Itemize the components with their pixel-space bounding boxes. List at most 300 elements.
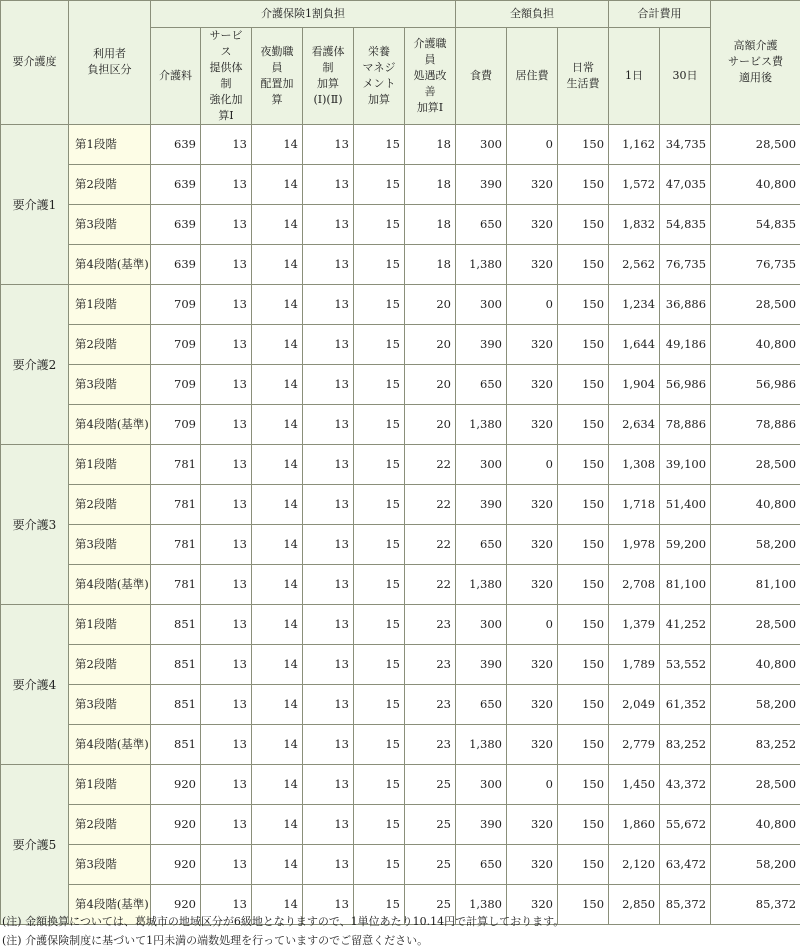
treatment-cell: 20 xyxy=(405,364,456,404)
total-30-cell: 83,252 xyxy=(660,724,711,764)
food-cell: 390 xyxy=(456,324,507,364)
table-row xyxy=(1,724,800,764)
stage-cell: 第2段階 xyxy=(69,484,151,524)
daily-cell: 150 xyxy=(558,404,609,444)
care-fee-cell: 781 xyxy=(151,484,201,524)
total-day-cell: 2,850 xyxy=(609,884,660,924)
header-treatment: 介護職員 処遇改善 加算Ⅰ xyxy=(405,28,456,125)
care-fee-cell: 709 xyxy=(151,284,201,324)
treatment-cell: 20 xyxy=(405,324,456,364)
care-level-cell: 要介護3 xyxy=(1,444,69,604)
total-day-cell: 2,562 xyxy=(609,244,660,284)
care-fee-cell: 709 xyxy=(151,324,201,364)
service-add-cell: 13 xyxy=(201,324,252,364)
total-30-cell: 61,352 xyxy=(660,684,711,724)
nursing-add-cell: 13 xyxy=(303,444,354,484)
table-row xyxy=(1,404,800,444)
service-add-cell: 13 xyxy=(201,844,252,884)
nutrition-cell: 15 xyxy=(354,244,405,284)
high-cost-cell: 78,886 xyxy=(711,404,800,444)
night-staff-cell: 14 xyxy=(252,724,303,764)
table-row xyxy=(1,604,800,644)
housing-cell: 320 xyxy=(507,644,558,684)
total-30-cell: 39,100 xyxy=(660,444,711,484)
housing-cell: 320 xyxy=(507,844,558,884)
stage-cell: 第2段階 xyxy=(69,644,151,684)
daily-cell: 150 xyxy=(558,244,609,284)
treatment-cell: 22 xyxy=(405,524,456,564)
nursing-add-cell: 13 xyxy=(303,124,354,164)
daily-cell: 150 xyxy=(558,884,609,924)
treatment-cell: 25 xyxy=(405,844,456,884)
nutrition-cell: 15 xyxy=(354,844,405,884)
housing-cell: 320 xyxy=(507,484,558,524)
housing-cell: 0 xyxy=(507,764,558,804)
stage-cell: 第2段階 xyxy=(69,324,151,364)
night-staff-cell: 14 xyxy=(252,764,303,804)
night-staff-cell: 14 xyxy=(252,604,303,644)
night-staff-cell: 14 xyxy=(252,484,303,524)
stage-cell: 第1段階 xyxy=(69,444,151,484)
total-day-cell: 2,634 xyxy=(609,404,660,444)
total-day-cell: 1,450 xyxy=(609,764,660,804)
table-row xyxy=(1,644,800,684)
nursing-add-cell: 13 xyxy=(303,364,354,404)
header-housing: 居住費 xyxy=(507,28,558,125)
housing-cell: 320 xyxy=(507,204,558,244)
table-row xyxy=(1,284,800,324)
service-add-cell: 13 xyxy=(201,404,252,444)
care-fee-cell: 920 xyxy=(151,844,201,884)
daily-cell: 150 xyxy=(558,324,609,364)
total-day-cell: 1,644 xyxy=(609,324,660,364)
service-add-cell: 13 xyxy=(201,284,252,324)
high-cost-cell: 28,500 xyxy=(711,124,800,164)
food-cell: 390 xyxy=(456,804,507,844)
care-fee-cell: 709 xyxy=(151,364,201,404)
nutrition-cell: 15 xyxy=(354,284,405,324)
housing-cell: 320 xyxy=(507,244,558,284)
care-fee-cell: 639 xyxy=(151,164,201,204)
care-level-cell: 要介護4 xyxy=(1,604,69,764)
total-day-cell: 1,978 xyxy=(609,524,660,564)
stage-cell: 第1段階 xyxy=(69,604,151,644)
total-day-cell: 2,708 xyxy=(609,564,660,604)
high-cost-cell: 85,372 xyxy=(711,884,800,924)
high-cost-cell: 28,500 xyxy=(711,444,800,484)
nutrition-cell: 15 xyxy=(354,364,405,404)
treatment-cell: 22 xyxy=(405,484,456,524)
footnotes xyxy=(0,912,800,950)
header-per-30: 30日 xyxy=(660,28,711,125)
total-day-cell: 1,904 xyxy=(609,364,660,404)
treatment-cell: 18 xyxy=(405,204,456,244)
stage-cell: 第1段階 xyxy=(69,284,151,324)
total-30-cell: 41,252 xyxy=(660,604,711,644)
nursing-add-cell: 13 xyxy=(303,204,354,244)
care-fee-cell: 781 xyxy=(151,564,201,604)
night-staff-cell: 14 xyxy=(252,804,303,844)
daily-cell: 150 xyxy=(558,364,609,404)
high-cost-cell: 81,100 xyxy=(711,564,800,604)
high-cost-cell: 40,800 xyxy=(711,164,800,204)
treatment-cell: 23 xyxy=(405,604,456,644)
care-level-cell: 要介護2 xyxy=(1,284,69,444)
food-cell: 650 xyxy=(456,364,507,404)
nutrition-cell: 15 xyxy=(354,164,405,204)
nursing-add-cell: 13 xyxy=(303,644,354,684)
nursing-add-cell: 13 xyxy=(303,844,354,884)
stage-cell: 第4段階(基準) xyxy=(69,404,151,444)
stage-cell: 第1段階 xyxy=(69,124,151,164)
night-staff-cell: 14 xyxy=(252,164,303,204)
total-30-cell: 53,552 xyxy=(660,644,711,684)
total-day-cell: 2,049 xyxy=(609,684,660,724)
high-cost-cell: 40,800 xyxy=(711,484,800,524)
service-add-cell: 13 xyxy=(201,364,252,404)
total-day-cell: 1,234 xyxy=(609,284,660,324)
treatment-cell: 20 xyxy=(405,284,456,324)
housing-cell: 320 xyxy=(507,564,558,604)
nutrition-cell: 15 xyxy=(354,564,405,604)
service-add-cell: 13 xyxy=(201,764,252,804)
nutrition-cell: 15 xyxy=(354,604,405,644)
header-night-staff: 夜勤職員 配置加算 xyxy=(252,28,303,125)
service-add-cell: 13 xyxy=(201,804,252,844)
high-cost-cell: 28,500 xyxy=(711,284,800,324)
nursing-add-cell: 13 xyxy=(303,284,354,324)
high-cost-cell: 40,800 xyxy=(711,644,800,684)
night-staff-cell: 14 xyxy=(252,324,303,364)
service-add-cell: 13 xyxy=(201,444,252,484)
food-cell: 300 xyxy=(456,444,507,484)
total-30-cell: 49,186 xyxy=(660,324,711,364)
header-care-fee: 介護料 xyxy=(151,28,201,125)
treatment-cell: 22 xyxy=(405,564,456,604)
high-cost-cell: 28,500 xyxy=(711,604,800,644)
housing-cell: 320 xyxy=(507,324,558,364)
table-row xyxy=(1,804,800,844)
night-staff-cell: 14 xyxy=(252,124,303,164)
night-staff-cell: 14 xyxy=(252,644,303,684)
stage-cell: 第2段階 xyxy=(69,804,151,844)
table-row xyxy=(1,124,800,164)
food-cell: 650 xyxy=(456,524,507,564)
care-fee-cell: 920 xyxy=(151,764,201,804)
stage-cell: 第4段階(基準) xyxy=(69,564,151,604)
header-nursing-add: 看護体制 加算 (Ⅰ)(Ⅱ) xyxy=(303,28,354,125)
night-staff-cell: 14 xyxy=(252,244,303,284)
table-row xyxy=(1,844,800,884)
table-row xyxy=(1,564,800,604)
treatment-cell: 18 xyxy=(405,244,456,284)
housing-cell: 0 xyxy=(507,444,558,484)
daily-cell: 150 xyxy=(558,284,609,324)
service-add-cell: 13 xyxy=(201,724,252,764)
nutrition-cell: 15 xyxy=(354,724,405,764)
high-cost-cell: 56,986 xyxy=(711,364,800,404)
nursing-add-cell: 13 xyxy=(303,884,354,924)
total-30-cell: 59,200 xyxy=(660,524,711,564)
nursing-add-cell: 13 xyxy=(303,244,354,284)
treatment-cell: 18 xyxy=(405,124,456,164)
table-body xyxy=(1,124,800,924)
food-cell: 390 xyxy=(456,164,507,204)
header-food: 食費 xyxy=(456,28,507,125)
care-fee-cell: 709 xyxy=(151,404,201,444)
nutrition-cell: 15 xyxy=(354,324,405,364)
housing-cell: 320 xyxy=(507,404,558,444)
nursing-add-cell: 13 xyxy=(303,404,354,444)
high-cost-cell: 83,252 xyxy=(711,724,800,764)
daily-cell: 150 xyxy=(558,764,609,804)
stage-cell: 第3段階 xyxy=(69,844,151,884)
nutrition-cell: 15 xyxy=(354,124,405,164)
daily-cell: 150 xyxy=(558,524,609,564)
food-cell: 1,380 xyxy=(456,724,507,764)
food-cell: 390 xyxy=(456,644,507,684)
nutrition-cell: 15 xyxy=(354,804,405,844)
night-staff-cell: 14 xyxy=(252,884,303,924)
high-cost-cell: 54,835 xyxy=(711,204,800,244)
housing-cell: 0 xyxy=(507,284,558,324)
stage-cell: 第4段階(基準) xyxy=(69,724,151,764)
night-staff-cell: 14 xyxy=(252,404,303,444)
header-group-insurance: 介護保険1割負担 xyxy=(151,1,456,28)
total-30-cell: 47,035 xyxy=(660,164,711,204)
table-row xyxy=(1,364,800,404)
care-fee-cell: 851 xyxy=(151,724,201,764)
total-30-cell: 56,986 xyxy=(660,364,711,404)
treatment-cell: 23 xyxy=(405,644,456,684)
daily-cell: 150 xyxy=(558,804,609,844)
daily-cell: 150 xyxy=(558,484,609,524)
high-cost-cell: 40,800 xyxy=(711,324,800,364)
nursing-add-cell: 13 xyxy=(303,484,354,524)
stage-cell: 第3段階 xyxy=(69,204,151,244)
nutrition-cell: 15 xyxy=(354,884,405,924)
housing-cell: 320 xyxy=(507,804,558,844)
treatment-cell: 20 xyxy=(405,404,456,444)
total-day-cell: 1,379 xyxy=(609,604,660,644)
housing-cell: 320 xyxy=(507,884,558,924)
service-add-cell: 13 xyxy=(201,124,252,164)
table-row xyxy=(1,444,800,484)
care-fee-cell: 639 xyxy=(151,244,201,284)
nutrition-cell: 15 xyxy=(354,644,405,684)
stage-cell: 第4段階(基準) xyxy=(69,884,151,924)
high-cost-cell: 58,200 xyxy=(711,524,800,564)
nutrition-cell: 15 xyxy=(354,444,405,484)
table-row xyxy=(1,764,800,804)
daily-cell: 150 xyxy=(558,684,609,724)
nutrition-cell: 15 xyxy=(354,524,405,564)
daily-cell: 150 xyxy=(558,204,609,244)
nursing-add-cell: 13 xyxy=(303,524,354,564)
total-30-cell: 85,372 xyxy=(660,884,711,924)
stage-cell: 第3段階 xyxy=(69,524,151,564)
service-add-cell: 13 xyxy=(201,604,252,644)
care-fee-cell: 851 xyxy=(151,684,201,724)
food-cell: 650 xyxy=(456,844,507,884)
nutrition-cell: 15 xyxy=(354,204,405,244)
housing-cell: 320 xyxy=(507,364,558,404)
high-cost-cell: 28,500 xyxy=(711,764,800,804)
care-fee-cell: 781 xyxy=(151,444,201,484)
food-cell: 300 xyxy=(456,604,507,644)
nursing-add-cell: 13 xyxy=(303,804,354,844)
header-daily: 日常 生活費 xyxy=(558,28,609,125)
food-cell: 300 xyxy=(456,124,507,164)
food-cell: 1,380 xyxy=(456,564,507,604)
daily-cell: 150 xyxy=(558,164,609,204)
footnote-conversion: (注) 金額換算については、葛城市の地域区分が6級地となりますので、1単位あたり10.14円で計算しております。 xyxy=(2,915,565,928)
service-add-cell: 13 xyxy=(201,524,252,564)
service-add-cell: 13 xyxy=(201,164,252,204)
service-add-cell: 13 xyxy=(201,484,252,524)
service-add-cell: 13 xyxy=(201,564,252,604)
housing-cell: 0 xyxy=(507,124,558,164)
nutrition-cell: 15 xyxy=(354,684,405,724)
service-add-cell: 13 xyxy=(201,684,252,724)
high-cost-cell: 58,200 xyxy=(711,684,800,724)
total-30-cell: 78,886 xyxy=(660,404,711,444)
food-cell: 1,380 xyxy=(456,244,507,284)
daily-cell: 150 xyxy=(558,724,609,764)
nursing-add-cell: 13 xyxy=(303,164,354,204)
food-cell: 1,380 xyxy=(456,404,507,444)
care-fee-cell: 639 xyxy=(151,204,201,244)
header-nutrition: 栄養 マネジメント 加算 xyxy=(354,28,405,125)
header-user-class: 利用者 負担区分 xyxy=(69,1,151,125)
stage-cell: 第3段階 xyxy=(69,684,151,724)
footnote-rounding: (注) 介護保険制度に基づいて1円未満の端数処理を行っていますのでご留意ください。 xyxy=(2,934,429,947)
night-staff-cell: 14 xyxy=(252,364,303,404)
treatment-cell: 23 xyxy=(405,724,456,764)
night-staff-cell: 14 xyxy=(252,444,303,484)
treatment-cell: 25 xyxy=(405,804,456,844)
daily-cell: 150 xyxy=(558,644,609,684)
care-fee-cell: 781 xyxy=(151,524,201,564)
total-30-cell: 76,735 xyxy=(660,244,711,284)
total-day-cell: 2,120 xyxy=(609,844,660,884)
care-fee-cell: 851 xyxy=(151,604,201,644)
nursing-add-cell: 13 xyxy=(303,564,354,604)
high-cost-cell: 76,735 xyxy=(711,244,800,284)
housing-cell: 0 xyxy=(507,604,558,644)
nutrition-cell: 15 xyxy=(354,764,405,804)
table-row xyxy=(1,524,800,564)
nursing-add-cell: 13 xyxy=(303,724,354,764)
food-cell: 300 xyxy=(456,284,507,324)
total-day-cell: 1,860 xyxy=(609,804,660,844)
daily-cell: 150 xyxy=(558,124,609,164)
service-add-cell: 13 xyxy=(201,644,252,684)
nutrition-cell: 15 xyxy=(354,404,405,444)
high-cost-cell: 58,200 xyxy=(711,844,800,884)
total-30-cell: 54,835 xyxy=(660,204,711,244)
housing-cell: 320 xyxy=(507,524,558,564)
housing-cell: 320 xyxy=(507,724,558,764)
stage-cell: 第1段階 xyxy=(69,764,151,804)
food-cell: 1,380 xyxy=(456,884,507,924)
total-day-cell: 2,779 xyxy=(609,724,660,764)
total-30-cell: 55,672 xyxy=(660,804,711,844)
total-day-cell: 1,308 xyxy=(609,444,660,484)
night-staff-cell: 14 xyxy=(252,844,303,884)
high-cost-cell: 40,800 xyxy=(711,804,800,844)
night-staff-cell: 14 xyxy=(252,564,303,604)
nursing-add-cell: 13 xyxy=(303,604,354,644)
total-30-cell: 36,886 xyxy=(660,284,711,324)
header-per-day: 1日 xyxy=(609,28,660,125)
total-day-cell: 1,789 xyxy=(609,644,660,684)
food-cell: 300 xyxy=(456,764,507,804)
care-level-cell: 要介護1 xyxy=(1,124,69,284)
table-header xyxy=(1,1,800,125)
night-staff-cell: 14 xyxy=(252,524,303,564)
daily-cell: 150 xyxy=(558,564,609,604)
service-add-cell: 13 xyxy=(201,204,252,244)
night-staff-cell: 14 xyxy=(252,284,303,324)
header-high-cost: 高額介護 サービス費 適用後 xyxy=(711,1,800,125)
service-add-cell: 13 xyxy=(201,884,252,924)
table-row xyxy=(1,324,800,364)
food-cell: 390 xyxy=(456,484,507,524)
stage-cell: 第3段階 xyxy=(69,364,151,404)
header-care-level: 要介護度 xyxy=(1,1,69,125)
care-fee-cell: 639 xyxy=(151,124,201,164)
treatment-cell: 22 xyxy=(405,444,456,484)
service-add-cell: 13 xyxy=(201,244,252,284)
nursing-add-cell: 13 xyxy=(303,684,354,724)
care-fee-cell: 920 xyxy=(151,804,201,844)
stage-cell: 第2段階 xyxy=(69,164,151,204)
daily-cell: 150 xyxy=(558,604,609,644)
total-30-cell: 63,472 xyxy=(660,844,711,884)
table-row xyxy=(1,684,800,724)
food-cell: 650 xyxy=(456,684,507,724)
total-day-cell: 1,572 xyxy=(609,164,660,204)
care-fee-cell: 851 xyxy=(151,644,201,684)
housing-cell: 320 xyxy=(507,164,558,204)
total-day-cell: 1,718 xyxy=(609,484,660,524)
total-30-cell: 81,100 xyxy=(660,564,711,604)
table-row xyxy=(1,484,800,524)
daily-cell: 150 xyxy=(558,844,609,884)
table-row xyxy=(1,204,800,244)
food-cell: 650 xyxy=(456,204,507,244)
nursing-add-cell: 13 xyxy=(303,324,354,364)
daily-cell: 150 xyxy=(558,444,609,484)
night-staff-cell: 14 xyxy=(252,684,303,724)
header-group-total: 合計費用 xyxy=(609,1,711,28)
total-30-cell: 43,372 xyxy=(660,764,711,804)
treatment-cell: 23 xyxy=(405,684,456,724)
treatment-cell: 25 xyxy=(405,884,456,924)
housing-cell: 320 xyxy=(507,684,558,724)
treatment-cell: 18 xyxy=(405,164,456,204)
treatment-cell: 25 xyxy=(405,764,456,804)
total-day-cell: 1,832 xyxy=(609,204,660,244)
nursing-add-cell: 13 xyxy=(303,764,354,804)
total-30-cell: 34,735 xyxy=(660,124,711,164)
care-level-cell: 要介護5 xyxy=(1,764,69,924)
nutrition-cell: 15 xyxy=(354,484,405,524)
table-row xyxy=(1,244,800,284)
table-row xyxy=(1,164,800,204)
total-30-cell: 51,400 xyxy=(660,484,711,524)
